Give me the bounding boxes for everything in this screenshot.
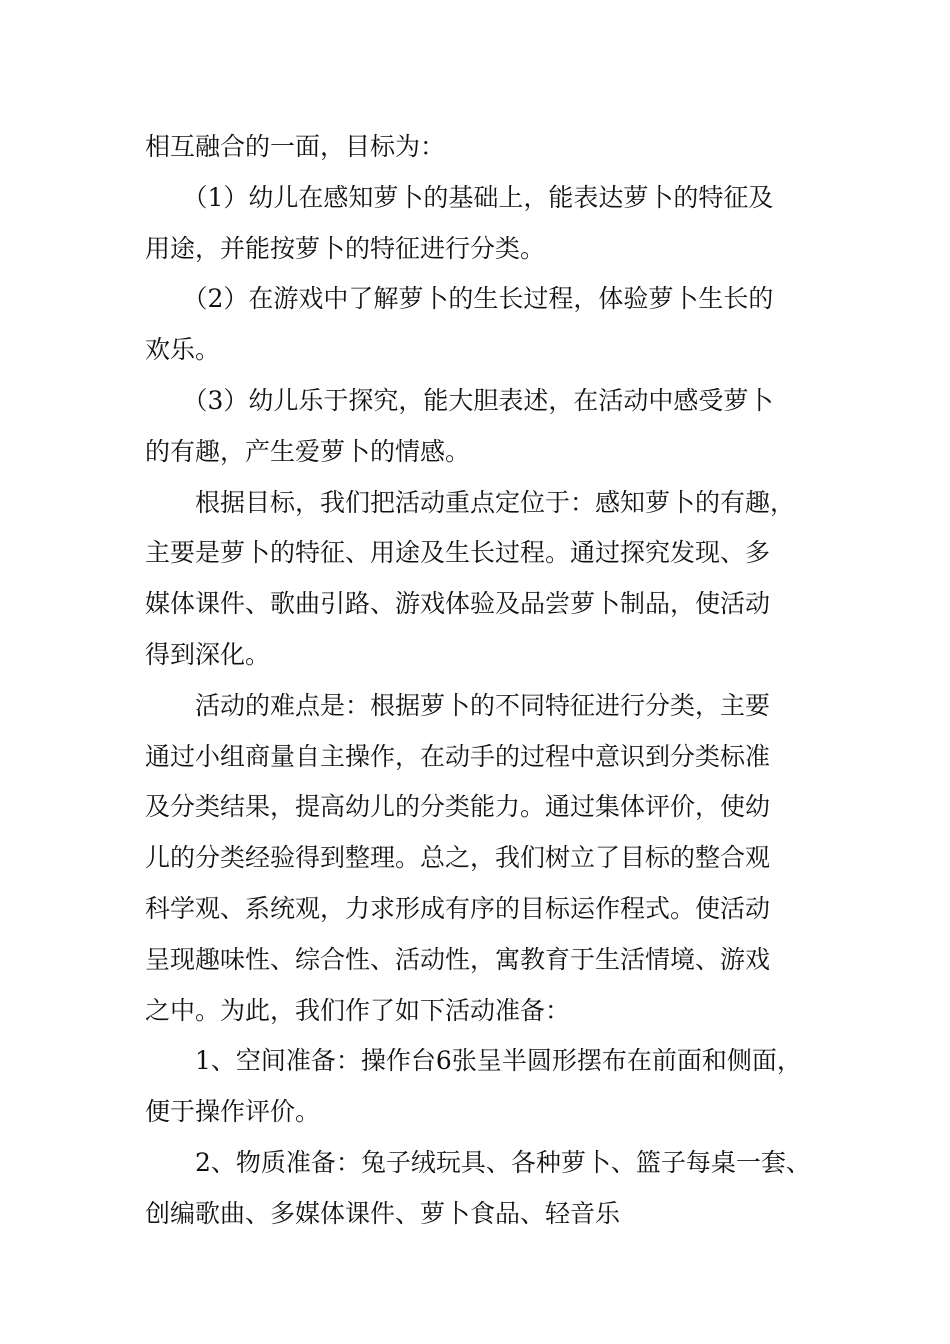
text-line: 及分类结果，提高幼儿的分类能力。通过集体评价，使幼 <box>145 792 771 822</box>
text-line: （3）幼儿乐于探究，能大胆表述，在活动中感受萝卜 <box>145 385 774 415</box>
text-line: 2、物质准备：兔子绒玩具、各种萝卜、篮子每桌一套、 <box>145 1147 811 1177</box>
text-line: （2）在游戏中了解萝卜的生长过程，体验萝卜生长的 <box>145 284 774 314</box>
text-line: 儿的分类经验得到整理。总之，我们树立了目标的整合观 <box>145 843 771 873</box>
text-line: 得到深化。 <box>145 639 271 669</box>
text-line: 用途，并能按萝卜的特征进行分类。 <box>145 233 546 263</box>
text-line: 的有趣，产生爱萝卜的情感。 <box>145 436 471 466</box>
text-line: 1、空间准备：操作台6张呈半圆形摆布在前面和侧面， <box>145 1046 802 1076</box>
text-line: 科学观、系统观，力求形成有序的目标运作程式。使活动 <box>145 893 771 923</box>
text-line: 通过小组商量自主操作，在动手的过程中意识到分类标准 <box>145 741 771 771</box>
text-line: 活动的难点是：根据萝卜的不同特征进行分类，主要 <box>145 690 771 720</box>
text-line: 便于操作评价。 <box>145 1097 321 1127</box>
text-line: 欢乐。 <box>145 335 221 365</box>
text-line: 根据目标，我们把活动重点定位于：感知萝卜的有趣， <box>145 487 796 517</box>
text-line: （1）幼儿在感知萝卜的基础上，能表达萝卜的特征及 <box>145 182 774 212</box>
text-line: 之中。为此，我们作了如下活动准备： <box>145 995 571 1025</box>
text-line: 媒体课件、歌曲引路、游戏体验及品尝萝卜制品，使活动 <box>145 589 771 619</box>
text-line: 主要是萝卜的特征、用途及生长过程。通过探究发现、多 <box>145 538 771 568</box>
text-line: 相互融合的一面，目标为： <box>145 132 446 161</box>
document-body <box>145 122 825 1240</box>
text-line: 创编歌曲、多媒体课件、萝卜食品、轻音乐 <box>145 1198 621 1228</box>
text-line: 呈现趣味性、综合性、活动性，寓教育于生活情境、游戏 <box>145 944 771 974</box>
